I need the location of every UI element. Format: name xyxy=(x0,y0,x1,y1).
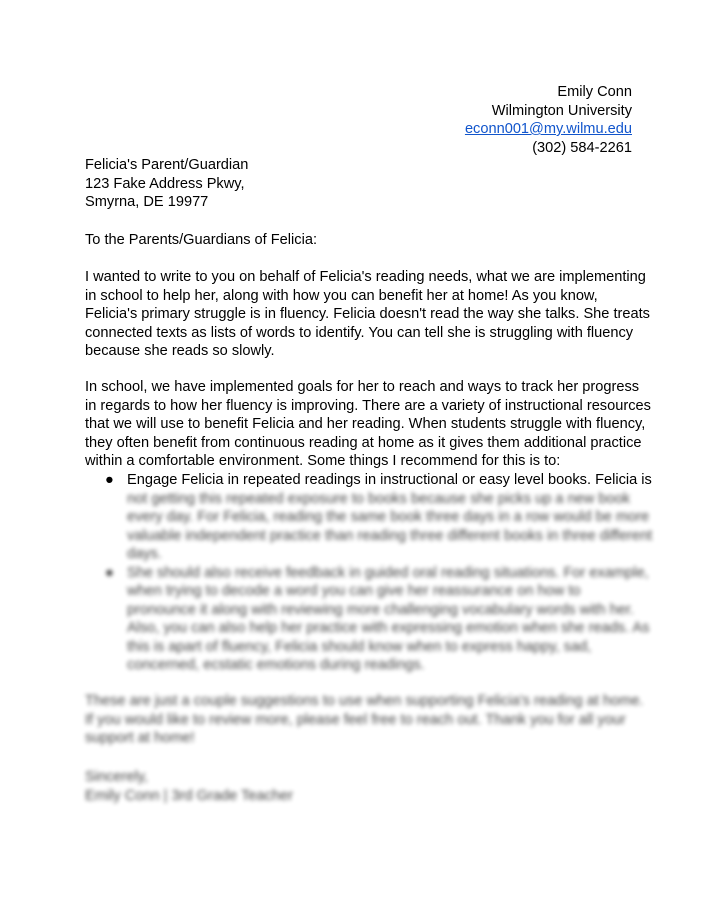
sender-name: Emily Conn xyxy=(557,84,632,100)
bullet-line: pronounce it along with reviewing more challenging vocabulary words with her. xyxy=(127,601,635,618)
bullet-line: when trying to decode a word you can give her reassurance on how to xyxy=(127,583,581,599)
paragraph-school xyxy=(85,378,651,471)
paragraph-line: These are just a couple suggestions to use when supporting Felicia's reading at home. xyxy=(85,693,644,709)
bullet-icon: ● xyxy=(105,564,114,581)
recipient-line: 123 Fake Address Pkwy, xyxy=(85,175,245,192)
bullet-line: concerned, ecstatic emotions during readings. xyxy=(127,657,425,673)
signoff-line: Emily Conn | 3rd Grade Teacher xyxy=(85,787,293,804)
paragraph-line: that we will use to benefit Felicia and her reading. When students struggle with fluency, xyxy=(85,416,646,432)
bullet-line: not getting this repeated exposure to books because she picks up a new book xyxy=(127,490,631,507)
recommendation-list xyxy=(85,471,653,675)
recipient-line: Smyrna, DE 19977 xyxy=(85,194,209,210)
sender-email-link[interactable]: econn001@my.wilmu.edu xyxy=(464,121,632,137)
paragraph-line: they often benefit from continuous reading at home as it gives them additional practice xyxy=(85,434,642,451)
recipient-block xyxy=(85,156,248,212)
bullet-line: this is apart of fluency, Felicia should know when to express happy, sad, xyxy=(127,638,592,655)
bullet-line: Also, you can also help her practice with expressing emotion when she reads. As xyxy=(127,620,650,636)
paragraph-line: within a comfortable environment. Some things I recommend for this is to: xyxy=(85,453,561,469)
paragraph-line: because she reads so slowly. xyxy=(85,343,275,359)
paragraph-line: support at home! xyxy=(85,730,195,746)
paragraph-line: I wanted to write to you on behalf of Felicia's reading needs, what we are implementing xyxy=(85,269,646,285)
bullet-line: Engage Felicia in repeated readings in instructional or easy level books. Felicia is xyxy=(127,472,652,488)
paragraph-line: If you would like to review more, please feel free to reach out. Thank you for all your xyxy=(85,711,626,728)
signoff-line: Sincerely, xyxy=(85,769,148,785)
paragraph-intro xyxy=(85,268,650,361)
list-item xyxy=(85,564,650,675)
bullet-line: She should also receive feedback in guided oral reading situations. For example, xyxy=(127,564,649,581)
signoff-block xyxy=(85,768,293,805)
blurred-text xyxy=(127,490,653,564)
sender-block xyxy=(465,83,632,157)
paragraph-line: Felicia's primary struggle is in fluency. Felicia doesn't read the way she talks. She treats xyxy=(85,306,650,322)
paragraph-line: connected texts as lists of words to identify. You can tell she is struggling with fluency xyxy=(85,324,634,341)
salutation: To the Parents/Guardians of Felicia: xyxy=(85,232,317,248)
list-item xyxy=(85,471,653,564)
bullet-line: days. xyxy=(127,546,162,562)
bullet-line: valuable independent practice than reading three different books in three different xyxy=(127,527,653,544)
paragraph-line: In school, we have implemented goals for her to reach and ways to track her progress xyxy=(85,379,640,395)
paragraph-line: in regards to how her fluency is improving. There are a variety of instructional resources xyxy=(85,397,651,414)
recipient-line: Felicia's Parent/Guardian xyxy=(85,157,249,173)
sender-phone: (302) 584-2261 xyxy=(532,139,632,156)
bullet-line: every day. For Felicia, reading the same book three days in a row would be more xyxy=(127,509,650,525)
blurred-text xyxy=(127,564,650,675)
bullet-icon: ● xyxy=(105,472,114,488)
paragraph-line: in school to help her, along with how you can benefit her at home! As you know, xyxy=(85,287,598,304)
sender-institution: Wilmington University xyxy=(491,102,632,119)
paragraph-closing xyxy=(85,692,644,748)
